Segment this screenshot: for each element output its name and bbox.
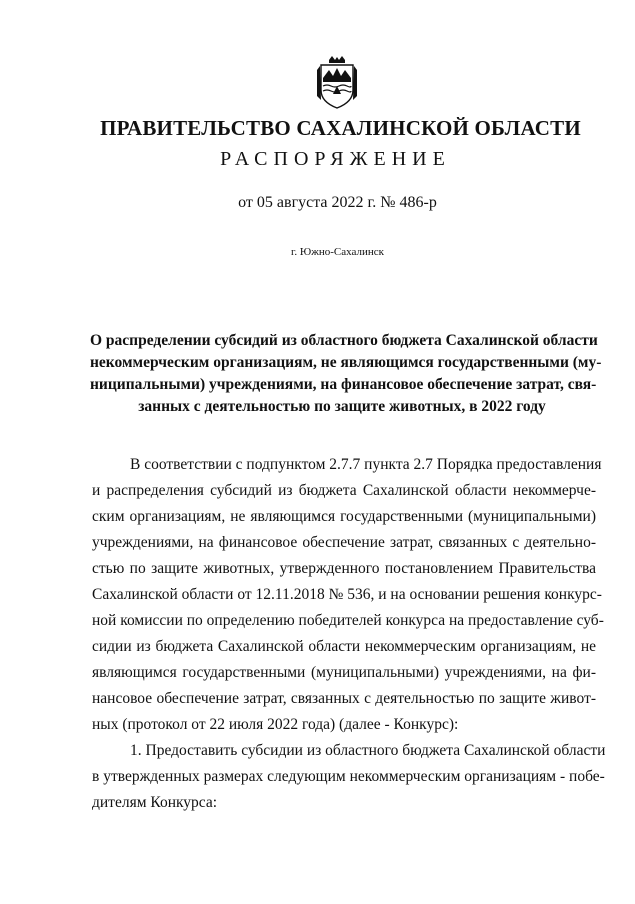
body-line: В соответствии с подпунктом 2.7.7 пункта 2.7 Порядка предоставления: [130, 456, 602, 473]
subject-line: О распределении субсидий из областного бюджета Сахалинской области: [90, 332, 598, 349]
body-line: в утвержденных размерах следующим некоммерческим организациям - побе-: [92, 768, 605, 785]
body-line: являющимся государственными (муниципальными) учреждениями, на фи-: [92, 664, 596, 681]
subject-line: ниципальными) учреждениями, на финансовое обеспечение затрат, свя-: [90, 376, 597, 393]
subject-line: некоммерческим организациям, не являющимся государственными (му-: [90, 354, 602, 371]
subject-line: занных с деятельностью по защите животных, в 2022 году: [138, 398, 546, 415]
body-line: ных (протокол от 22 июля 2022 года) (далее - Конкурс):: [92, 716, 459, 733]
document-city: г. Южно-Сахалинск: [291, 246, 384, 258]
body-line: Сахалинской области от 12.11.2018 № 536, и на основании решения конкурс-: [92, 586, 602, 603]
body-line: стью по защите животных, утвержденного постановлением Правительства: [92, 560, 596, 577]
body-line: учреждениями, на финансовое обеспечение затрат, связанных с деятельно-: [92, 534, 596, 551]
body-line: ной комиссии по определению победителей конкурса на предоставление суб-: [92, 612, 604, 629]
document-subject: [90, 330, 602, 418]
sakhalin-coat-of-arms-icon: [315, 56, 359, 110]
body-line: сидии из бюджета Сахалинской области некоммерческим организациям, не: [92, 638, 596, 655]
body-line: дителям Конкурса:: [92, 794, 218, 811]
paragraph-1: [92, 452, 604, 738]
document-type: РАСПОРЯЖЕНИЕ: [220, 148, 451, 170]
document-date-number: от 05 августа 2022 г. № 486-р: [238, 194, 437, 211]
body-line: ским организациям, не являющимся государственными (муниципальными): [92, 508, 596, 525]
body-line: 1. Предоставить субсидии из областного бюджета Сахалинской области: [130, 742, 606, 759]
body-line: и распределения субсидий из бюджета Сахалинской области некоммерче-: [92, 482, 596, 499]
government-title: ПРАВИТЕЛЬСТВО САХАЛИНСКОЙ ОБЛАСТИ: [100, 116, 581, 140]
paragraph-2: [92, 738, 606, 816]
document-body: [92, 452, 606, 816]
body-line: нансовое обеспечение затрат, связанных с деятельностью по защите живот-: [92, 690, 596, 707]
